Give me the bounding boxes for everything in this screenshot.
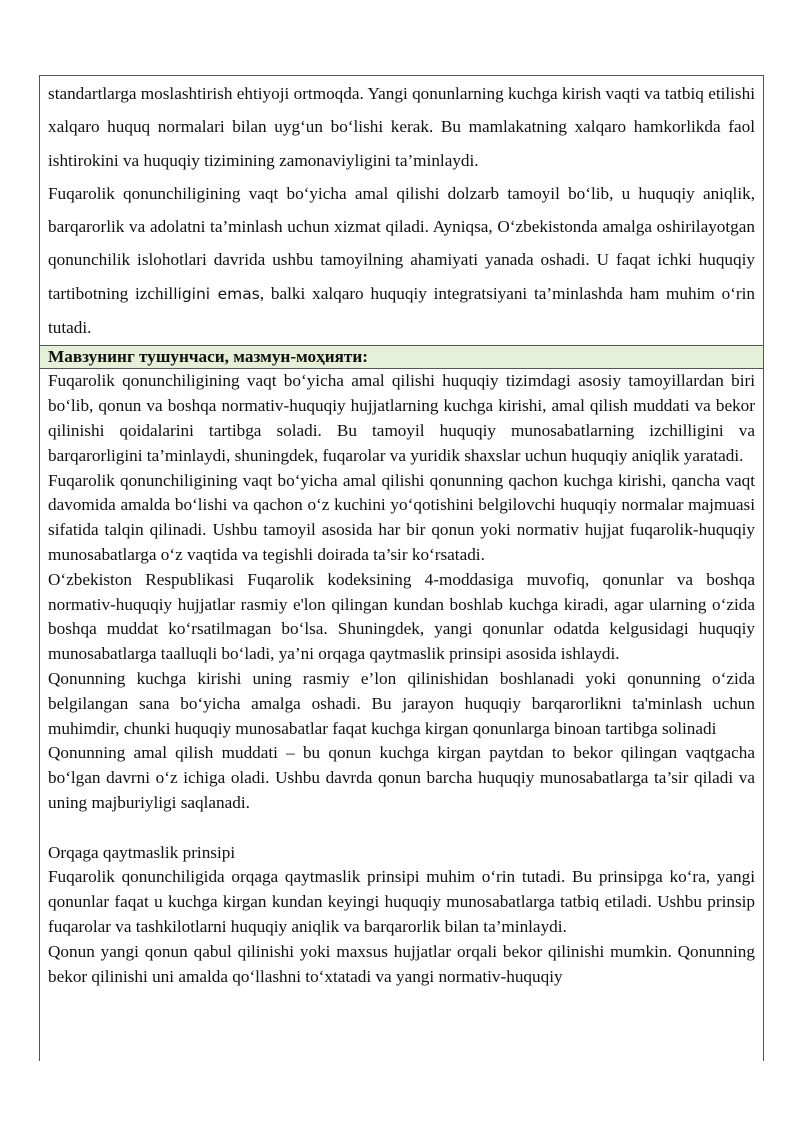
body-paragraph: Qonunning kuchga kirishi uning rasmiy e’lon qilinishidan boshlanadi yoki qonunning o‘zida belgilangan sana bo‘yicha amalga oshadi. Bu jarayon huquqiy barqarorlikni ta'minlash uchun muhimdir, chunki huquqiy munosabatlar faqat kuchga kirgan qonunlarga binoan tartibga solinadi <box>48 668 755 738</box>
body-paragraph: Fuqarolik qonunchiligining vaqt bo‘yicha amal qilishi qonunning qachon kuchga kirishi, qancha vaqt davomida amalda bo‘lishi va qachon o‘z kuchini yo‘qotishini belgilovchi huquqiy normalar majmuasi sifatida talqin qilinadi. Ushbu tamoyil asosida har bir qonun yoki normativ hujjat fuqarolik-huquqiy munosabatlarga o‘z vaqtida va tegishli doirada ta’sir ko‘rsatadi. <box>48 470 755 564</box>
body-paragraph: Fuqarolik qonunchiligining vaqt bo‘yicha amal qilishi huquqiy tizimdagi asosiy tamoyillardan biri bo‘lib, qonun va boshqa normativ-huquqiy hujjatlarning kuchga kirishi, amal qilish muddati va bekor qilinishi qoidalarini tartibga soladi. Bu tamoyil huquqiy munosabatlarning izchilligini va barqarorligini ta’minlaydi, shuningdek, fuqarolar va yuridik shaxslar uchun huquqiy aniqlik yaratadi. <box>48 371 755 465</box>
intro-paragraph-2 <box>48 177 755 344</box>
body-paragraph: O‘zbekiston Respublikasi Fuqarolik kodeksining 4-moddasiga muvofiq, qonunlar va boshqa normativ-huquqiy hujjatlar rasmiy e'lon qilingan kundan boshlab kuchga kiradi, agar ularning o‘zida boshqa muddat ko‘rsatilmagan bo‘lsa. Shuningdek, yangi qonunlar odatda kelgusidagi huquqiy munosabatlarga taalluqli bo‘ladi, ya’ni orqaga qaytmaslik prinsipi asosida ishlaydi. <box>48 569 755 664</box>
body-paragraph: Qonunning amal qilish muddati – bu qonun kuchga kirgan paytdan to bekor qilingan vaqtgacha bo‘lgan davrni o‘z ichiga oladi. Ushbu davrda qonun barcha huquqiy munosabatlarga ta’sir qiladi va uning majburiyligi saqlanadi. <box>48 743 755 812</box>
subsection-heading: Orqaga qaytmaslik prinsipi <box>48 842 236 862</box>
blank-line <box>48 816 755 841</box>
intro-text-cell <box>40 76 763 345</box>
intro-paragraph-2-start: Fuqarolik qonunchiligining vaqt bo‘yicha amal qilishi dolzarb tamoyil bo‘lib, u huquqiy aniqlik, barqarorlik va adolatni ta’minlash uchun xizmat qiladi. Ayniqsa, O‘zbekistonda amalga oshirilayotgan qonunchilik islohotlari davrida ushbu tamoyilning ahamiyati yanada oshadi. U faqat ichki huquqiy tartibotning izchil <box>48 183 755 303</box>
intro-paragraph-2-end: , balki xalqaro huquqiy integratsiyani ta’minlashda ham muhim o‘rin tutadi. <box>48 283 755 338</box>
intro-paragraph-2-sans-fragment: ligini emas <box>173 284 260 303</box>
document-table <box>39 75 764 1061</box>
intro-paragraph-1: standartlarga moslashtirish ehtiyoji ortmoqda. Yangi qonunlarning kuchga kirish vaqti va tatbiq etilishi xalqaro huquq normalari bilan uyg‘un bo‘lishi kerak. Bu mamlakatning xalqaro hamkorlikda faol ishtirokini va huquqiy tizimining zamonaviyligini ta’minlaydi. <box>48 84 755 170</box>
body-paragraph: Fuqarolik qonunchiligida orqaga qaytmaslik prinsipi muhim o‘rin tutadi. Bu prinsipga ko‘ra, yangi qonunlar faqat u kuchga kirgan kundan keyingi huquqiy munosabatlarga tatbiq etiladi. Ushbu prinsip fuqarolar va tashkilotlarni huquqiy aniqlik va barqarorlik bilan ta’minlaydi. <box>48 867 755 936</box>
body-text-cell <box>40 369 763 1061</box>
body-paragraph: Qonun yangi qonun qabul qilinishi yoki maxsus hujjatlar orqali bekor qilinishi mumkin. Qonunning bekor qilinishi uni amalda qo‘llashni to‘xtatadi va yangi normativ-huquqiy <box>48 941 755 986</box>
section-header: Мавзунинг тушунчаси, мазмун-моҳияти: <box>40 345 763 369</box>
